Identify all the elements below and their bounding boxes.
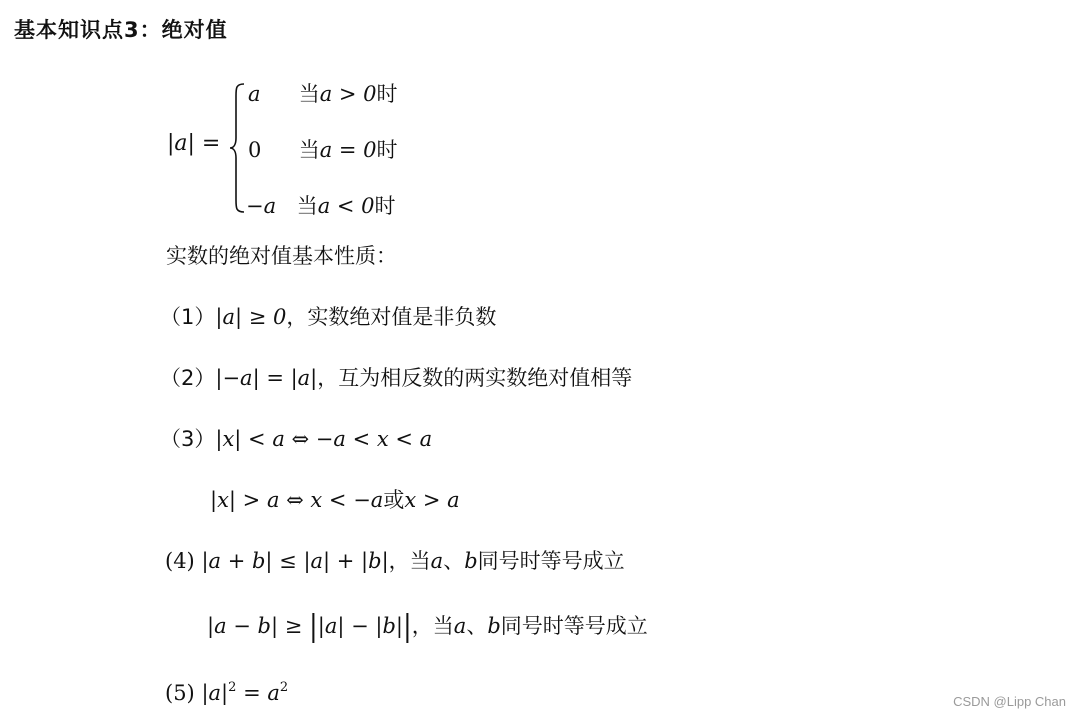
property-exponent: 2 (228, 680, 237, 695)
property-sep: 、 (466, 614, 488, 638)
definition-case-zero (248, 134, 398, 164)
case-suffix: 时 (374, 194, 396, 218)
properties-title: 实数的绝对值基本性质： (166, 244, 397, 268)
outer-bar-right: | (403, 609, 412, 645)
property-sep: 、 (443, 549, 465, 573)
property-rhs: a (267, 681, 280, 705)
property-1 (160, 302, 496, 332)
property-number: (5) (165, 681, 195, 705)
property-math: |a| ≥ 0 (215, 305, 287, 329)
property-math: |a + b| ≤ |a| + |b| (201, 549, 389, 573)
property-number: （3） (160, 427, 216, 451)
case-value: −a (246, 194, 277, 218)
case-prefix: 当 (298, 82, 320, 106)
section-heading: 基本知识点3：绝对值 (14, 18, 228, 42)
left-brace-icon (228, 82, 246, 214)
property-text-2: 同号时等号成立 (500, 614, 648, 638)
case-condition: a = 0 (319, 138, 377, 162)
property-3b (210, 485, 460, 515)
property-base: |a| (201, 681, 229, 705)
property-math-2: x > a (404, 488, 460, 512)
property-math: |x| < a ⇔ −a < x < a (215, 427, 433, 451)
property-var-a: a (430, 549, 444, 573)
case-value: a (248, 82, 261, 106)
property-text: ，实数绝对值是非负数 (286, 305, 497, 329)
property-4a (165, 546, 625, 576)
property-5 (165, 673, 288, 708)
watermark: CSDN @Lipp Chan (953, 694, 1066, 709)
property-var-a: a (453, 614, 467, 638)
property-or: 或 (383, 488, 405, 512)
property-4b (207, 609, 648, 645)
property-number: (4) (165, 549, 195, 573)
property-2 (160, 363, 632, 393)
outer-bar-left: | (309, 609, 318, 645)
property-var-b: b (464, 549, 478, 573)
property-math: |a − b| ≥ (207, 614, 303, 638)
case-suffix: 时 (376, 82, 398, 106)
definition-case-positive (248, 78, 398, 108)
definition-case-negative (246, 190, 396, 220)
property-number: （1） (160, 305, 216, 329)
property-3a (160, 424, 432, 454)
case-prefix: 当 (296, 194, 318, 218)
property-text: ，当 (411, 614, 454, 638)
abs-lhs-expression: |a| = (167, 131, 221, 156)
case-value: 0 (248, 138, 262, 162)
property-exponent-2: 2 (279, 680, 289, 695)
property-text-2: 同号时等号成立 (477, 549, 625, 573)
property-math: |x| > a ⇔ x < −a (210, 488, 384, 512)
case-prefix: 当 (298, 138, 320, 162)
case-condition: a < 0 (317, 194, 375, 218)
property-text: ，当 (388, 549, 431, 573)
abs-definition-lhs (167, 131, 220, 156)
property-text: ，互为相反数的两实数绝对值相等 (317, 366, 633, 390)
property-var-b: b (487, 614, 501, 638)
property-equals: = (243, 681, 261, 705)
property-math-inner: |a| − |b| (317, 614, 404, 638)
case-condition: a > 0 (319, 82, 377, 106)
case-suffix: 时 (376, 138, 398, 162)
property-number: （2） (160, 366, 216, 390)
property-math: |−a| = |a| (215, 366, 318, 390)
